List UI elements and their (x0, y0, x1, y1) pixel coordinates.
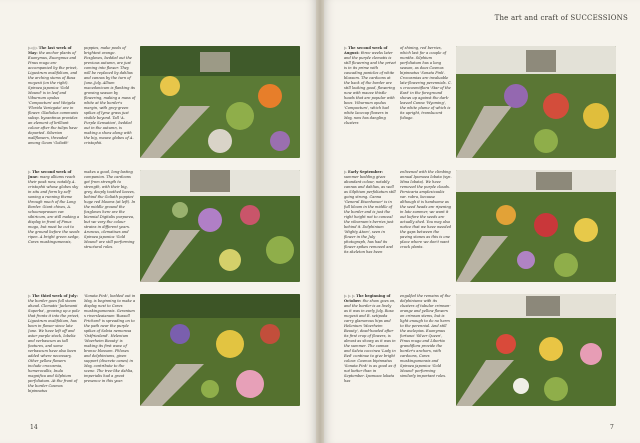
caption-text-col2 (400, 46, 452, 146)
garden-border-photo (140, 46, 300, 158)
caption-text-col2 (400, 170, 452, 280)
caption-body: three weeks later and the purple clematis is still flowering and the privet is in its prime with cascading panicles of white blossom. The cardoons at the back of the border are still looking good, flowering now with mauve thistle heads that are popular with bees. Viburnum opulus 'Compactum', which had white lacecap flowers in May, now has dangling clusters (344, 51, 396, 125)
running-header: The art and craft of SUCCESSIONS (494, 14, 628, 22)
caption-body: enlivened with the climbing annual Ipomoea lobata (syn. Mina lobata). We have removed the purple clouds. Persicaria amplexicaulis var. rubra, because although it is handsome as the seed heads are ripening in late summer, we want it out before the seeds are actually shed. You may also notice that we have weeded the gaps between the paving stones as this is one place where we don't want crack plants. (400, 170, 452, 249)
garden-border-photo (456, 294, 616, 406)
caption-text-col2 (84, 46, 136, 154)
garden-border-photo (140, 170, 300, 282)
book-gutter (316, 0, 324, 443)
caption-body: summer bedding gives abundant colour, notably cannas and dahlias, as well as Silphium perfoliatum still going strong. Canna 'General Eisenhower' is in full bloom in the middle of the border and is just the right height not to conceal the viburnum's berries just behind it. Delphinium 'Mighty Atom', seen in flower in the July photograph, has had its flower spikes removed and its skeleton has been (344, 175, 396, 254)
caption-text-col1 (28, 170, 80, 270)
caption-body: poppies, make pools of brightest orange. Foxgloves, bedded out the previous autumn, are just coming into flower. They will be replaced by dahlias and cannas by the turn of June–July. Allium macedonicum is flanking its growing season by flowering, making a mass of white at the border's margin, with grey-green spikes of lyme grass just visible beyond. Tall 'A. Purple Sensation', bedded out in the autumn, is making a show along with the big, mauve globes of A. cristophii. (84, 46, 136, 145)
caption-text-col1 (344, 46, 396, 146)
caption-body: the show goes on, and the border is as lively as it was in early July. Rosa moyesii and R. setipoda carry glamorous hips and Helenium 'Moerheim Beauty', dead-headed after its first crop of flowers, is almost as showy as it was in the summer. The cannas and Salvia coccinea 'Lady in Red' continue to give bright colour. Cosmos bipinnatus 'Sonata Pink' is as good as if not better than in September. Ipomoea lobata has (344, 299, 396, 383)
garden-border-photo (456, 46, 616, 158)
caption-body: engulfed the remains of the delphiniums with its clusters of tubular crimson-orange and yellow flowers on crimson stems, but is light enough to do no harm to the perennial. And still the asclepias. Euonymus fortunei 'Silver Queen', Pinus mugo and Libertia grandiflora provide the border's anchors, with cardoons, Carex muskingumensis and Spiraea japonica 'Gold Mound' performing similarly important roles. (400, 294, 451, 378)
caption-lead: ▷ The second week of August: (344, 46, 388, 55)
caption-text-col2 (84, 294, 136, 404)
caption-lead: ▷ The second week of June: (28, 170, 72, 179)
caption-lead: ▷◁ ▷ The last week of May: (28, 46, 72, 55)
page-number-right: 7 (610, 424, 614, 431)
caption-body: makes a good, long-lasting companion. The cardoons get from strength to strength, with their big, grey, deeply toothed leaves, behind the Goliath poppies' huge red blooms (at left). In the middle ground the foxgloves here are the biennial Digitalis purpurea, but we vary the colour strains in different years. Aruncus, clematises and Spiraea japonica 'Gold Mound' are still performing structural roles. (84, 170, 136, 249)
caption-body: many alliums reach their peak now, notably A. cristophii whose globes sky in situ and form by self-sowing a running theme through much of the Long Border. Giant chives, A. schoenoprasum var. sibiricum, are still making a display in front of Pinus mugo, but must be cut to the ground before the seeds ripen. A bright green sedge, Carex muskingumensis, (28, 175, 80, 244)
caption-body: 'Sonata Pink', bedded out in May, is beginning to make a display next to Carex muskingumensis. Geranium x riversleaianum 'Russell Prichard' is spreading on to the path near the purple spikes of Salvia nemorosa 'Ostfriesland'. Helenium 'Moerheim Beauty' is making its first wave of bronze blossom. Phloxes and delphiniums, given support (discrete canes) in May, contribute to the scene. The tree-like dahlia, imperialis had a great presence in this year. (84, 294, 136, 383)
caption-text-col1 (344, 294, 396, 404)
caption-text-col1 (344, 170, 396, 280)
garden-border-photo (456, 170, 616, 282)
caption-text-col2 (400, 294, 452, 404)
garden-border-photo (140, 294, 300, 406)
page-number-left: 14 (30, 424, 38, 431)
caption-body: the border goes full steam ahead. Clematis 'Jackmanii Superba', growing up a pole that fronts it into the privet, Ligustrum ovalifolium, has been in flower since late June. We have left off and aster purple stock, lobelia and verbascum as tall features, and some verbascum have also been added where necessary. Other yellow flowers include crocosmia, hemerocallis, Inula magnifica and Silphium perfoliatum. At the front of the border Cosmos bipinnatus (28, 299, 80, 393)
caption-text-col2 (84, 170, 136, 270)
caption-lead: ▷ The third week of July: (28, 294, 78, 298)
caption-lead: ▷ ▷ ▷ The beginning of October: (344, 294, 391, 303)
caption-lead: ▷ Early September: (344, 170, 383, 174)
caption-body: the anchor plants of Euonymus, Euonymus and Pinus mugo are accompanied by the privet, Ligustrum ovalifolium, and the arching stems of Rosa moyesii (on the right). Spiraea japonica 'Gold Mound' is in leaf and Viburnum opulus 'Compactum' and Weigela 'Florida Variegata' are in flower. Gladiolus communis subsp. byzantinus provides an element of brilliant colour after the tulips have departed. Siberian wallflowers, threaded among Geum 'Goliath' (28, 51, 79, 145)
caption-text-col1 (28, 294, 80, 404)
caption-body: of shining, red berries, which last for a couple of months. Silphium perfoliatum has a long season, as does Cosmos bipinnatus 'Sonata Pink'. Crocosmias are invaluable late-flowering perennials. C. x crocosmiiflora 'Star of the East' in the foreground shows up against the dark-leaved Canna 'Wyoming', the white plume of which is its upright, translucent foliage. (400, 46, 452, 120)
caption-text-col1 (28, 46, 80, 146)
